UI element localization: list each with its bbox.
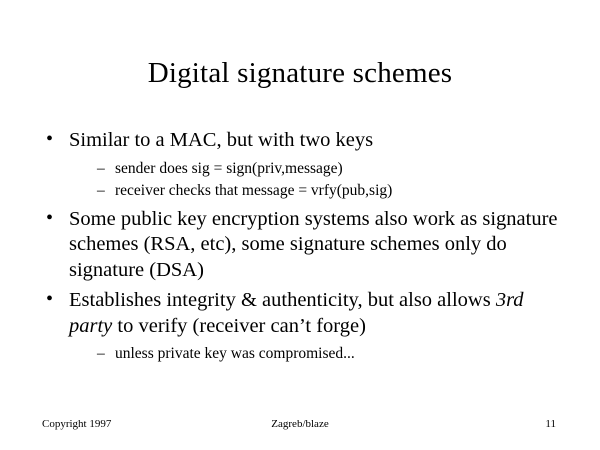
page-title: Digital signature schemes: [147, 57, 453, 89]
sub-bullet-list: [69, 158, 568, 201]
list-item: [38, 128, 568, 201]
list-item: [38, 288, 568, 364]
slide-footer: [0, 418, 600, 438]
sub-bullet-list: [69, 343, 568, 364]
slide-body: [38, 128, 568, 370]
list-item: [38, 207, 568, 284]
bullet-text-post: to verify (receiver can’t forge): [112, 314, 366, 337]
footer-event: Zagreb/blaze: [271, 418, 329, 430]
list-item: – unless private key was compromised...: [69, 343, 568, 364]
list-item: – sender does sig = sign(priv,message): [69, 158, 568, 179]
bullet-text: Similar to a MAC, but with two keys: [69, 129, 374, 151]
list-item: – receiver checks that message = vrfy(pub,sig): [69, 180, 568, 201]
footer-copyright: Copyright 1997: [42, 418, 112, 430]
bullet-text-emphasis: 3rd party: [69, 289, 524, 337]
bullet-list: [38, 128, 568, 364]
footer-page-number: 11: [545, 418, 556, 430]
bullet-text-pre: Establishes integrity & authenticity, but also allows: [69, 289, 496, 311]
bullet-text: Some public key encryption systems also work as signature schemes (RSA, etc), some signature schemes only do signature (DSA): [69, 207, 558, 281]
